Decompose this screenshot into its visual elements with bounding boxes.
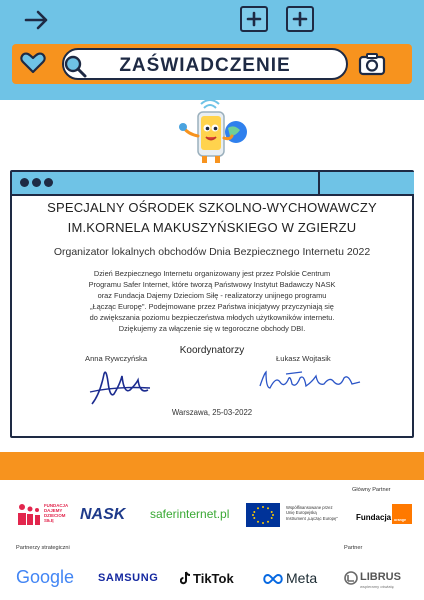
fdds-text: SIŁĘ xyxy=(44,518,54,523)
eu-cofinancing-text xyxy=(286,505,338,521)
signature-1 xyxy=(86,364,156,408)
coordinator-name: Łukasz Wojtasik xyxy=(276,354,331,363)
logo-google: Google xyxy=(16,567,75,587)
body-line: do zwiększania poziomu bezpieczeństwa młodych użytkowników internetu. xyxy=(89,313,335,322)
organizer-line: Organizator lokalnych obchodów Dnia Bezpiecznego Internetu 2022 xyxy=(53,246,371,258)
librus-tagline: wspieramy oświatę xyxy=(360,584,394,589)
card-title-bar xyxy=(12,172,412,196)
logo-meta: Meta xyxy=(286,570,318,586)
school-name-line2: IM.KORNELA MAKUSZYŃSKIEGO W ZGIERZU xyxy=(67,220,357,235)
tiktok-icon xyxy=(180,571,192,585)
logo-fdds xyxy=(16,503,68,527)
arrow-right-icon xyxy=(24,10,50,30)
camera-icon xyxy=(358,52,386,76)
meta-infinity-icon xyxy=(262,573,284,585)
eu-text: Instrument „Łącząc Europę" xyxy=(286,515,338,521)
logo-fundacja-orange: Fundacja xyxy=(356,513,392,522)
logo-librus: LIBRUS xyxy=(360,571,401,583)
card-tab xyxy=(318,172,414,194)
fdds-text: FUNDACJA xyxy=(44,503,69,508)
eu-text: Współfinansowane przez xyxy=(286,505,333,510)
school-name-line1: SPECJALNY OŚRODEK SZKOLNO-WYCHOWAWCZY xyxy=(47,200,377,215)
tablet-mascot-illustration xyxy=(170,100,260,166)
logo-saferinternet: saferinternet.pl xyxy=(150,507,230,521)
plus-icon xyxy=(286,6,314,32)
date-line: Warszawa, 25-03-2022 xyxy=(171,408,253,417)
fdds-text: DAJEMY xyxy=(44,508,63,513)
title-pill xyxy=(62,48,348,80)
plus-icon xyxy=(240,6,268,32)
coordinators-heading: Koordynatorzy xyxy=(179,345,245,356)
librus-emblem-icon xyxy=(344,571,358,585)
fdds-figures-icon xyxy=(16,503,42,525)
logo-samsung: SAMSUNG xyxy=(98,572,159,584)
body-line: „Łącząc Europę". Podejmowane przez Państwa inicjatywy przyczyniają się xyxy=(90,302,334,311)
footer-band xyxy=(0,452,424,480)
orange-text: orange xyxy=(394,518,406,522)
partner-label: Partner xyxy=(344,545,363,551)
logo-tiktok: TikTok xyxy=(193,571,234,586)
page-title: ZAŚWIADCZENIE xyxy=(119,55,291,76)
eu-flag-icon xyxy=(246,503,280,527)
window-dot-icon xyxy=(44,178,53,187)
signature-2 xyxy=(256,368,366,394)
body-line: Dzień Bezpiecznego Internetu organizowany jest przez Polskie Centrum xyxy=(93,269,331,278)
coordinator-name: Anna Rywczyńska xyxy=(85,354,148,363)
eu-text: Unię Europejską xyxy=(286,510,317,516)
body-line: Dziękujemy za włączenie się w tegoroczne obchody DBI. xyxy=(118,324,306,333)
certificate-body xyxy=(40,268,384,334)
body-line: Programu Safer Internet, które tworzą Państwowy Instytut Badawczy NASK xyxy=(88,280,336,289)
main-partner-label: Główny Partner xyxy=(352,487,391,493)
heart-icon xyxy=(20,52,46,74)
window-dot-icon xyxy=(32,178,41,187)
body-line: oraz Fundacja Dajemy Dzieciom Siłę - realizatorzy unijnego programu xyxy=(97,291,327,300)
fdds-text: DZIECIOM xyxy=(44,513,66,518)
logo-nask: NASK xyxy=(80,506,126,523)
orange-square-logo xyxy=(392,504,412,524)
window-dot-icon xyxy=(20,178,29,187)
strategic-partners-label: Partnerzy strategiczni xyxy=(16,545,70,551)
